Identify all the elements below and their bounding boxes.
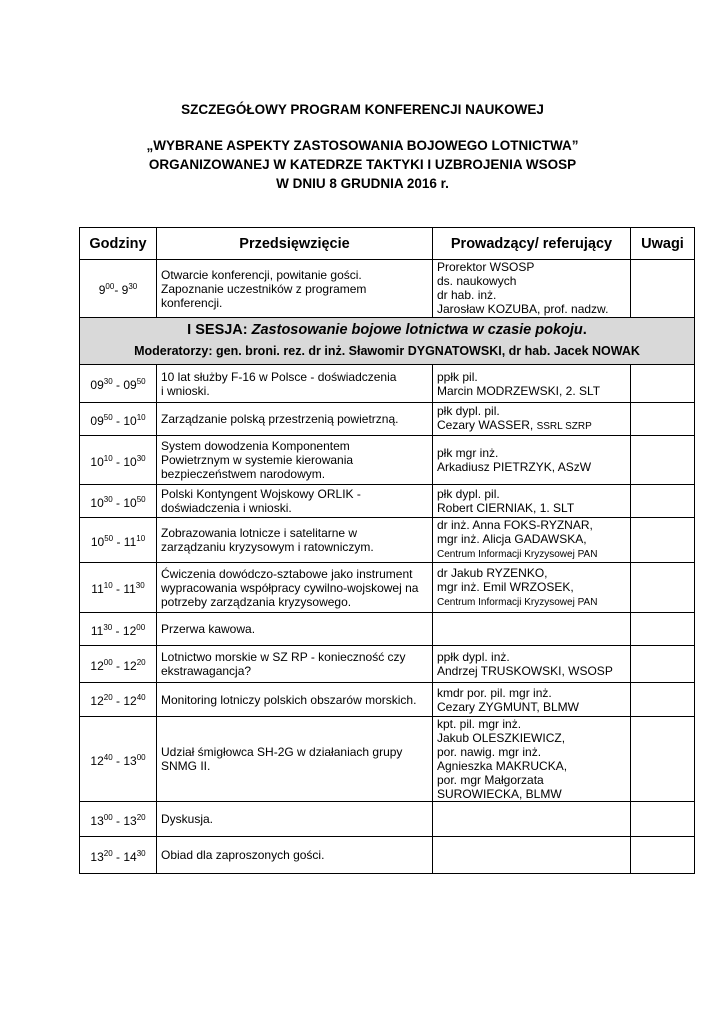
event-cell xyxy=(157,518,433,563)
table-row xyxy=(80,518,695,563)
event-cell xyxy=(157,837,433,874)
time-end-minute: 20 xyxy=(136,657,146,667)
time-start-hour: 09 xyxy=(90,413,104,428)
time-start-minute: 30 xyxy=(103,377,113,386)
presenter-text: ppłk pil. xyxy=(437,369,478,384)
time-end-minute: 10 xyxy=(136,533,146,543)
event-line: Przerwa kawowa. xyxy=(161,622,256,636)
notes-cell xyxy=(631,563,695,613)
notes-cell xyxy=(631,436,695,485)
table-row xyxy=(80,683,695,717)
presenter-text: por. nawig. mgr inż. xyxy=(437,745,542,759)
notes-cell xyxy=(631,717,695,802)
presenter-cell xyxy=(433,563,631,613)
event-cell xyxy=(157,717,433,802)
notes-cell xyxy=(631,403,695,436)
event-cell xyxy=(157,365,433,403)
session-title: I SESJA: Zastosowanie bojowe lotnictwa w czasie pokoju. xyxy=(187,322,587,338)
presenter-cell xyxy=(433,613,631,646)
table-row xyxy=(80,403,695,436)
time-end-hour: 10 xyxy=(123,454,137,469)
event-line: Monitoring lotniczy polskich obszarów morskich. xyxy=(161,692,417,707)
time-start-hour: 11 xyxy=(91,582,104,596)
time-start-minute: 50 xyxy=(103,412,113,422)
table-row xyxy=(80,563,695,613)
column-header-hours: Godziny xyxy=(80,228,157,260)
time-start-hour: 09 xyxy=(90,378,104,392)
presenter-unit: Centrum Informacji Kryzysowej PAN xyxy=(437,549,598,560)
time-start-minute: 50 xyxy=(104,533,114,543)
presenter-line xyxy=(437,384,626,398)
presenter-line xyxy=(437,731,626,745)
presenter-text: płk dypl. pil. xyxy=(437,404,500,418)
table-row xyxy=(80,802,695,837)
event-cell xyxy=(157,485,433,518)
presenter-text: płk mgr inż. xyxy=(437,446,499,460)
event-cell xyxy=(157,802,433,837)
event-line: Lotnictwo morskie w SZ RP - konieczność czy xyxy=(161,650,406,664)
presenter-text: Robert CIERNIAK, 1. SLT xyxy=(437,501,575,515)
event-cell xyxy=(157,563,433,613)
time-end-minute: 40 xyxy=(136,693,146,702)
date-line: W DNIU 8 GRUDNIA 2016 r. xyxy=(276,176,449,191)
presenter-unit: Centrum Informacji Kryzysowej PAN xyxy=(437,596,598,608)
time-cell: $10^{10} - 10^{30}$ xyxy=(80,436,157,485)
event-cell xyxy=(157,613,433,646)
time-cell: $9^{00}-$ $9^{30}$ xyxy=(80,260,157,318)
event-line: System dowodzenia Komponentem xyxy=(161,439,350,453)
presenter-line xyxy=(437,487,626,501)
notes-cell xyxy=(631,683,695,717)
column-header-presenter: Prowadzący/ referujący xyxy=(433,228,631,260)
time-start-minute: 00 xyxy=(103,657,113,667)
conference-name: „WYBRANE ASPEKTY ZASTOSOWANIA BOJOWEGO LOTNICTWA” xyxy=(146,138,579,153)
time-end-hour: 12 xyxy=(123,658,137,673)
event-line: ekstrawagancja? xyxy=(161,664,252,678)
presenter-line xyxy=(437,759,626,773)
presenter-line xyxy=(437,546,626,562)
event-line: Zobrazowania lotnicze i satelitarne w xyxy=(161,526,358,540)
time-start-minute: 10 xyxy=(103,453,113,463)
event-line: zarządzaniu kryzysowym i ratowniczym. xyxy=(161,540,374,554)
presenter-text: Marcin MODRZEWSKI, 2. SLT xyxy=(437,383,601,398)
presenter-text: dr Jakub RYZENKO, xyxy=(437,565,548,580)
notes-cell xyxy=(631,518,695,563)
notes-cell xyxy=(631,365,695,403)
presenter-cell xyxy=(433,485,631,518)
time-end-minute: 00 xyxy=(136,752,146,762)
time-end-hour: 11 xyxy=(123,534,137,549)
time-start-hour: 11 xyxy=(90,623,104,638)
session-header xyxy=(80,318,695,365)
program-title: SZCZEGÓŁOWY PROGRAM KONFERENCJI NAUKOWEJ xyxy=(181,102,544,117)
event-line: Dyskusja. xyxy=(161,812,214,826)
organizer-line: ORGANIZOWANEJ W KATEDRZE TAKTYKI I UZBROJENIA WSOSP xyxy=(148,157,577,172)
presenter-text: por. mgr Małgorzata xyxy=(437,773,544,787)
time-start-minute: 40 xyxy=(103,752,113,762)
table-row xyxy=(80,485,695,518)
column-header-event: Przedsięwzięcie xyxy=(157,228,433,260)
presenter-text: SUROWIECKA, BLMW xyxy=(437,787,562,801)
time-end-minute: 10 xyxy=(136,412,146,422)
event-cell xyxy=(157,436,433,485)
presenter-line xyxy=(437,580,626,594)
time-start-minute: 20 xyxy=(103,848,113,858)
notes-cell xyxy=(631,260,695,318)
event-line: Obiad dla zaproszonych gości. xyxy=(161,848,325,862)
table-row xyxy=(80,646,695,683)
time-end-minute: 00 xyxy=(136,622,146,632)
presenter-line xyxy=(437,532,626,546)
time-start-hour: 12 xyxy=(90,658,104,673)
event-line: Powietrznym w systemie kierowania xyxy=(161,453,354,467)
presenter-text: Andrzej TRUSKOWSKI, WSOSP xyxy=(437,664,613,678)
table-header-row xyxy=(80,228,695,260)
time-start-hour: 10 xyxy=(90,495,104,510)
time-start-minute: 10 xyxy=(103,581,113,590)
event-line: Ćwiczenia dowódczo-sztabowe jako instrument xyxy=(161,566,413,581)
table-row xyxy=(80,613,695,646)
presenter-cell xyxy=(433,365,631,403)
presenter-line xyxy=(437,446,626,460)
time-start-hour: 13 xyxy=(90,849,104,864)
presenter-unit: SSRL SZRP xyxy=(536,421,592,432)
time-cell: $10^{30} - 10^{50}$ xyxy=(80,485,157,518)
presenter-cell xyxy=(433,837,631,874)
time-end-hour: 12 xyxy=(122,623,137,638)
presenter-line xyxy=(437,404,626,418)
time-start-hour: 12 xyxy=(90,753,104,768)
column-header-notes: Uwagi xyxy=(631,228,695,260)
presenter-line xyxy=(437,664,626,678)
time-start-hour: 13 xyxy=(90,813,104,828)
event-cell: Otwarcie konferencji, powitanie gości. Zapoznanie uczestników z programem konferencji. xyxy=(157,260,433,318)
time-cell: $09^{30} - 09^{50}$ xyxy=(80,365,157,403)
presenter-cell xyxy=(433,683,631,717)
time-end-hour: 14 xyxy=(123,849,137,864)
event-line: potrzeby zarządzania kryzysowego. xyxy=(161,594,352,609)
event-line: bezpieczeństwem narodowym. xyxy=(161,467,326,481)
presenter-line xyxy=(437,773,626,787)
presenter-text: Cezary WASSER, xyxy=(437,418,537,432)
event-line: Zarządzanie polską przestrzenią powietrzną. xyxy=(161,412,399,426)
time-end-hour: 10 xyxy=(123,413,137,428)
time-end-hour: 13 xyxy=(123,813,137,828)
time-start-minute: 00 xyxy=(103,812,113,822)
notes-cell xyxy=(631,646,695,683)
presenter-line xyxy=(437,717,626,731)
event-line: Udział śmigłowca SH-2G w działaniach grupy xyxy=(161,745,403,759)
presenter-cell xyxy=(433,518,631,563)
time-start-minute: 30 xyxy=(103,622,113,632)
time-end-minute: 30 xyxy=(136,453,146,463)
presenter-cell xyxy=(433,717,631,802)
time-end-minute: 30 xyxy=(135,581,145,590)
notes-cell xyxy=(631,485,695,518)
presenter-line xyxy=(437,594,626,610)
presenter-cell xyxy=(433,436,631,485)
event-cell xyxy=(157,646,433,683)
presenter-line xyxy=(437,686,626,700)
table-row xyxy=(80,717,695,802)
presenter-text: Agnieszka MAKRUCKA, xyxy=(437,759,568,773)
presenter-text: płk dypl. pil. xyxy=(437,487,500,501)
time-cell: $11^{30} - 12^{00}$ xyxy=(80,613,157,646)
session-header-row xyxy=(80,318,695,365)
time-start-hour: 10 xyxy=(90,534,105,549)
event-line: 10 lat służby F-16 w Polsce - doświadczenia xyxy=(161,369,397,384)
event-line: Polski Kontyngent Wojskowy ORLIK - xyxy=(161,487,361,501)
time-end-hour: 11 xyxy=(123,582,136,596)
presenter-text: ppłk dypl. inż. xyxy=(437,650,510,664)
presenter-line xyxy=(437,650,626,664)
table-row xyxy=(80,837,695,874)
time-cell: $10^{50} - 11^{10}$ xyxy=(80,518,157,563)
presenter-text: Jakub OLESZKIEWICZ, xyxy=(437,731,566,745)
time-cell: $11^{10} - 11^{30}$ xyxy=(80,563,157,613)
table-row-opening xyxy=(80,260,695,318)
event-line: wypracowania współpracy cywilno-wojskowej na xyxy=(161,580,419,595)
presenter-line xyxy=(437,460,626,474)
event-line: i wnioski. xyxy=(161,383,210,398)
presenter-cell xyxy=(433,646,631,683)
table-row xyxy=(80,365,695,403)
presenter-text: mgr inż. Alicja GADAWSKA, xyxy=(437,532,587,546)
presenter-cell xyxy=(433,802,631,837)
time-end-minute: 20 xyxy=(136,812,146,822)
time-cell: $13^{00} - 13^{20}$ xyxy=(80,802,157,837)
time-cell: $13^{20} - 14^{30}$ xyxy=(80,837,157,874)
time-end-minute: 50 xyxy=(136,494,146,504)
time-cell: $12^{40} - 13^{00}$ xyxy=(80,717,157,802)
event-line: doświadczenia i wnioski. xyxy=(161,501,292,515)
table-row xyxy=(80,436,695,485)
presenter-line xyxy=(437,418,626,434)
time-end-hour: 13 xyxy=(123,753,137,768)
time-start-minute: 30 xyxy=(103,494,113,504)
time-start-minute: 20 xyxy=(103,693,113,702)
time-end-minute: 50 xyxy=(136,377,146,386)
presenter-line xyxy=(437,501,626,515)
time-end-hour: 12 xyxy=(123,694,137,708)
time-start-hour: 10 xyxy=(90,454,104,469)
program-table xyxy=(79,227,695,874)
presenter-line xyxy=(437,518,626,532)
presenter-line xyxy=(437,700,626,714)
event-line: SNMG II. xyxy=(161,759,211,773)
notes-cell xyxy=(631,613,695,646)
time-end-hour: 09 xyxy=(123,378,137,392)
time-start-hour: 12 xyxy=(90,694,104,708)
event-cell xyxy=(157,403,433,436)
time-cell: $12^{20} - 12^{40}$ xyxy=(80,683,157,717)
time-cell: $09^{50} - 10^{10}$ xyxy=(80,403,157,436)
presenter-text: mgr inż. Emil WRZOSEK, xyxy=(437,579,574,594)
presenter-text: Cezary ZYGMUNT, BLMW xyxy=(437,699,580,714)
notes-cell xyxy=(631,802,695,837)
presenter-line xyxy=(437,566,626,580)
time-end-hour: 10 xyxy=(123,495,137,510)
session-moderators: Moderatorzy: gen. broni. rez. dr inż. Sławomir DYGNATOWSKI, dr hab. Jacek NOWAK xyxy=(134,344,640,358)
presenter-line xyxy=(437,787,626,801)
presenter-text: Arkadiusz PIETRZYK, ASzW xyxy=(437,460,592,474)
time-end-minute: 30 xyxy=(136,848,146,858)
presenter-cell xyxy=(433,403,631,436)
presenter-line xyxy=(437,370,626,384)
presenter-line xyxy=(437,745,626,759)
presenter-cell: Prorektor WSOSP ds. naukowych dr hab. inż. Jarosław KOZUBA, prof. nadzw. xyxy=(433,260,631,318)
presenter-text: kpt. pil. mgr inż. xyxy=(437,717,522,731)
presenter-text: dr inż. Anna FOKS-RYZNAR, xyxy=(437,518,593,532)
time-cell: $12^{00} - 12^{20}$ xyxy=(80,646,157,683)
presenter-text: kmdr por. pil. mgr inż. xyxy=(437,685,552,700)
notes-cell xyxy=(631,837,695,874)
event-cell xyxy=(157,683,433,717)
